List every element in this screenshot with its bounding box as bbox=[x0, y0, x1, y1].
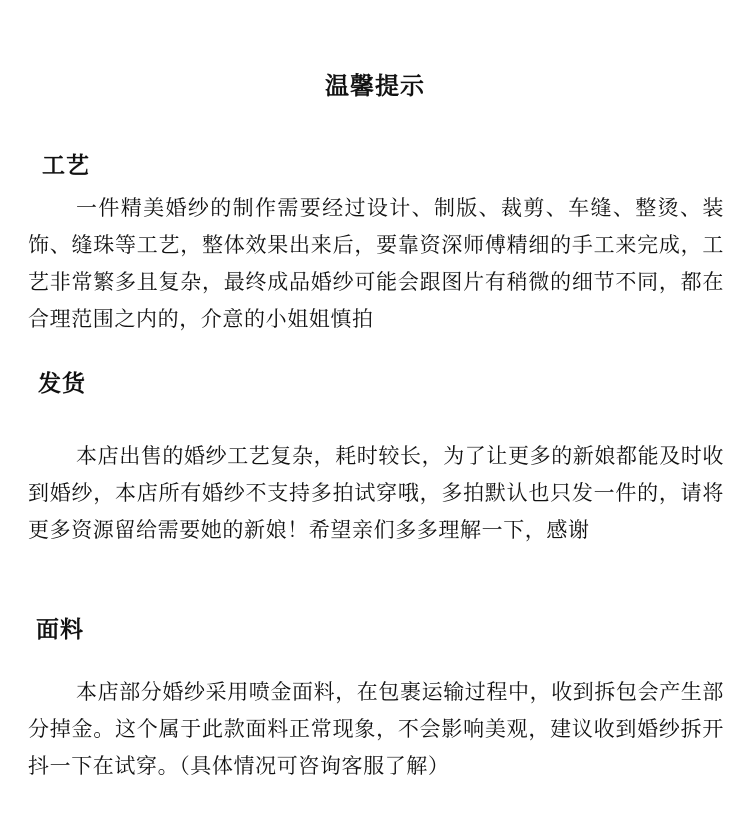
section-heading-shipping: 发货 bbox=[38, 371, 86, 397]
section-body-craft: 一件精美婚纱的制作需要经过设计、制版、裁剪、车缝、整烫、装饰、缝珠等工艺，整体效果出来后，要靠资深师傅精细的手工来完成，工艺非常繁多且复杂，最终成品婚纱可能会跟图片有稍微的细节不同，都在合理范围之内的，介意的小姐姐慎拍 bbox=[28, 196, 724, 331]
page-title: 温馨提示 bbox=[325, 72, 425, 100]
section-heading-craft: 工艺 bbox=[42, 153, 90, 179]
section-heading-fabric: 面料 bbox=[36, 617, 84, 643]
section-body-shipping: 本店出售的婚纱工艺复杂，耗时较长，为了让更多的新娘都能及时收到婚纱，本店所有婚纱不支持多拍试穿哦，多拍默认也只发一件的，请将更多资源留给需要她的新娘！希望亲们多多理解一下，感谢 bbox=[28, 444, 724, 542]
section-body-fabric: 本店部分婚纱采用喷金面料，在包裹运输过程中，收到拆包会产生部分掉金。这个属于此款面料正常现象，不会影响美观，建议收到婚纱拆开抖一下在试穿。（具体情况可咨询客服了解） bbox=[28, 680, 724, 778]
